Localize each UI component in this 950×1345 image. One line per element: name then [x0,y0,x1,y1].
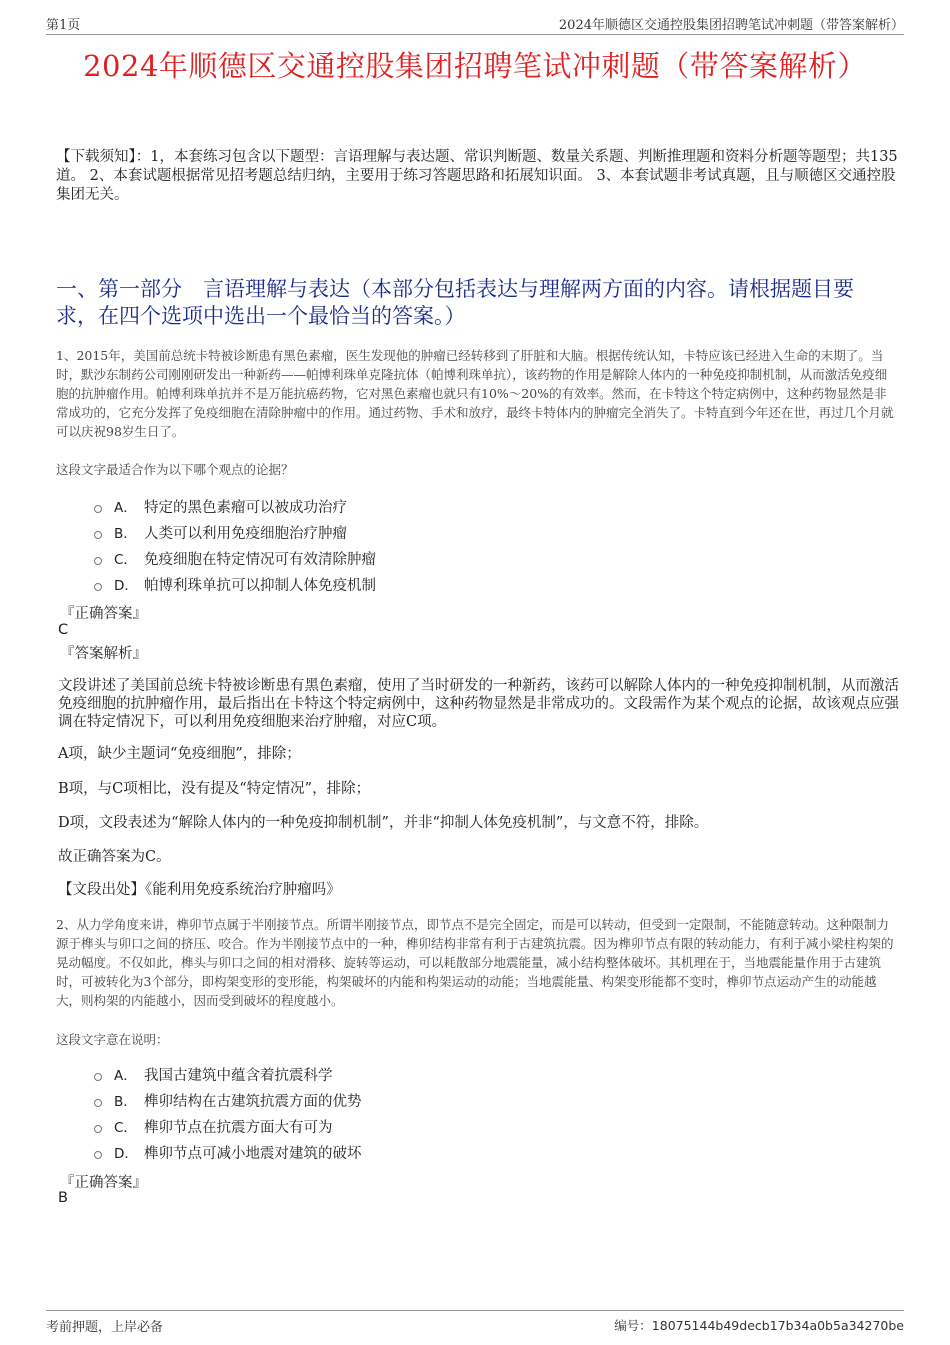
document-id: 编号：18075144b49decb17b34a0b5a34270be [614,1318,904,1333]
page-header [46,14,904,35]
correct-answer-label: 『正确答案』 [60,606,147,622]
correct-answer: B [58,1190,68,1206]
question-2-prompt: 这段文字意在说明： [56,1032,169,1047]
download-notice: 【下载须知】：1，本套练习包含以下题型：言语理解与表达题、常识判断题、数量关系题、判断推理题和资料分析题等题型；共135道。 2、本套试题根据常见招考题总结归纳，主要用于练习答题思路和拓展知识面。 3、本套试题非考试真题，且与顺德区交通控股集团无关。 [56,149,898,203]
radio-icon[interactable] [94,1151,102,1159]
analysis-b-note: B项，与C项相比，没有提及“特定情况”，排除； [58,781,371,797]
radio-icon[interactable] [94,505,102,513]
question-1-text: 1、2015年，美国前总统卡特被诊断患有黑色素瘤，医生发现他的肿瘤已经转移到了肝脏和大脑。根据传统认知，卡特应该已经进入生命的末期了。当时，默沙东制药公司刚刚研发出一种新药——帕博利珠单克隆抗体（帕博利珠单抗），该药物的作用是解除人体内的一种免疫抑制机制，从而激活免疫细胞的抗肿瘤作用。帕博利珠单抗并不是万能抗癌药物，它对黑色素瘤也就只有10%～20%的有效率。然而，在卡特这个特定病例中，这种药物显然是非常成功的，它充分发挥了免疫细胞在清除肿瘤中的作用。通过药物、手术和放疗，最终卡特体内的肿瘤完全消失了。卡特直到今年还在世，再过几个月就可以庆祝98岁生日了。 [56,348,894,439]
option-a[interactable]: A． 我国古建筑中蕴含着抗震科学 [94,1061,362,1087]
radio-icon[interactable] [94,557,102,565]
radio-icon[interactable] [94,583,102,591]
option-a[interactable]: A． 特定的黑色素瘤可以被成功治疗 [94,493,376,519]
analysis-conclusion: 故正确答案为C。 [58,849,171,865]
text-source: 【文段出处】《能利用免疫系统治疗肿瘤吗》 [58,882,341,898]
option-c[interactable]: C． 榫卯节点在抗震方面大有可为 [94,1113,362,1139]
document-title: 2024年顺德区交通控股集团招聘笔试冲刺题（带答案解析） [83,49,867,83]
question-1-prompt: 这段文字最适合作为以下哪个观点的论据？ [56,462,294,477]
page-number: 第1页 [46,18,81,33]
radio-icon[interactable] [94,1125,102,1133]
radio-icon[interactable] [94,531,102,539]
option-d[interactable]: D． 帕博利珠单抗可以抑制人体免疫机制 [94,571,376,597]
analysis-d-note: D项，文段表述为“解除人体内的一种免疫抑制机制”，并非“抑制人体免疫机制”，与文意不符，排除。 [58,815,709,831]
option-b[interactable]: B． 榫卯结构在古建筑抗震方面的优势 [94,1087,362,1113]
radio-icon[interactable] [94,1073,102,1081]
analysis-a-note: A项，缺少主题词“免疫细胞”，排除； [58,746,301,762]
question-1-options [94,493,376,597]
question-2-options [94,1061,362,1165]
analysis-text: 文段讲述了美国前总统卡特被诊断患有黑色素瘤，使用了当时研发的一种新药，该药可以解除人体内的一种免疫抑制机制，从而激活免疫细胞的抗肿瘤作用，最后指出在卡特这个特定病例中，这种药物显然是非常成功的。文段需作为某个观点的论据，故该观点应强调在特定情况下，可以利用免疫细胞来治疗肿瘤，对应C项。 [58,678,899,730]
header-doc-title: 2024年顺德区交通控股集团招聘笔试冲刺题（带答案解析） [558,18,904,33]
correct-answer-label: 『正确答案』 [60,1175,147,1191]
correct-answer: C [58,622,69,638]
page-footer [46,1310,904,1335]
radio-icon[interactable] [94,1099,102,1107]
question-2-text: 2、从力学角度来讲，榫卯节点属于半刚接节点。所谓半刚接节点，即节点不是完全固定，而是可以转动，但受到一定限制，不能随意转动。这种限制力源于榫头与卯口之间的挤压、咬合。作为半刚接节点中的一种，榫卯结构非常有利于古建筑抗震。因为榫卯节点有限的转动能力，有利于减小梁柱构架的晃动幅度。不仅如此，榫头与卯口之间的相对滑移、旋转等运动，可以耗散部分地震能量，减小结构整体破坏。其机理在于，当地震能量作用于古建筑时，可被转化为3个部分，即构架变形的变形能，构架破坏的内能和构架运动的动能；当地震能量、构架变形能都不变时，榫卯节点运动产生的动能越大，则构架的内能越小，因而受到破坏的程度越小。 [56,917,894,1008]
footer-slogan: 考前押题，上岸必备 [46,1320,164,1335]
option-b[interactable]: B． 人类可以利用免疫细胞治疗肿瘤 [94,519,376,545]
option-c[interactable]: C． 免疫细胞在特定情况可有效清除肿瘤 [94,545,376,571]
section-title: 一、第一部分 言语理解与表达（本部分包括表达与理解两方面的内容。请根据题目要求，在四个选项中选出一个最恰当的答案。） [56,277,854,328]
analysis-label: 『答案解析』 [60,646,147,662]
option-d[interactable]: D． 榫卯节点可减小地震对建筑的破坏 [94,1139,362,1165]
